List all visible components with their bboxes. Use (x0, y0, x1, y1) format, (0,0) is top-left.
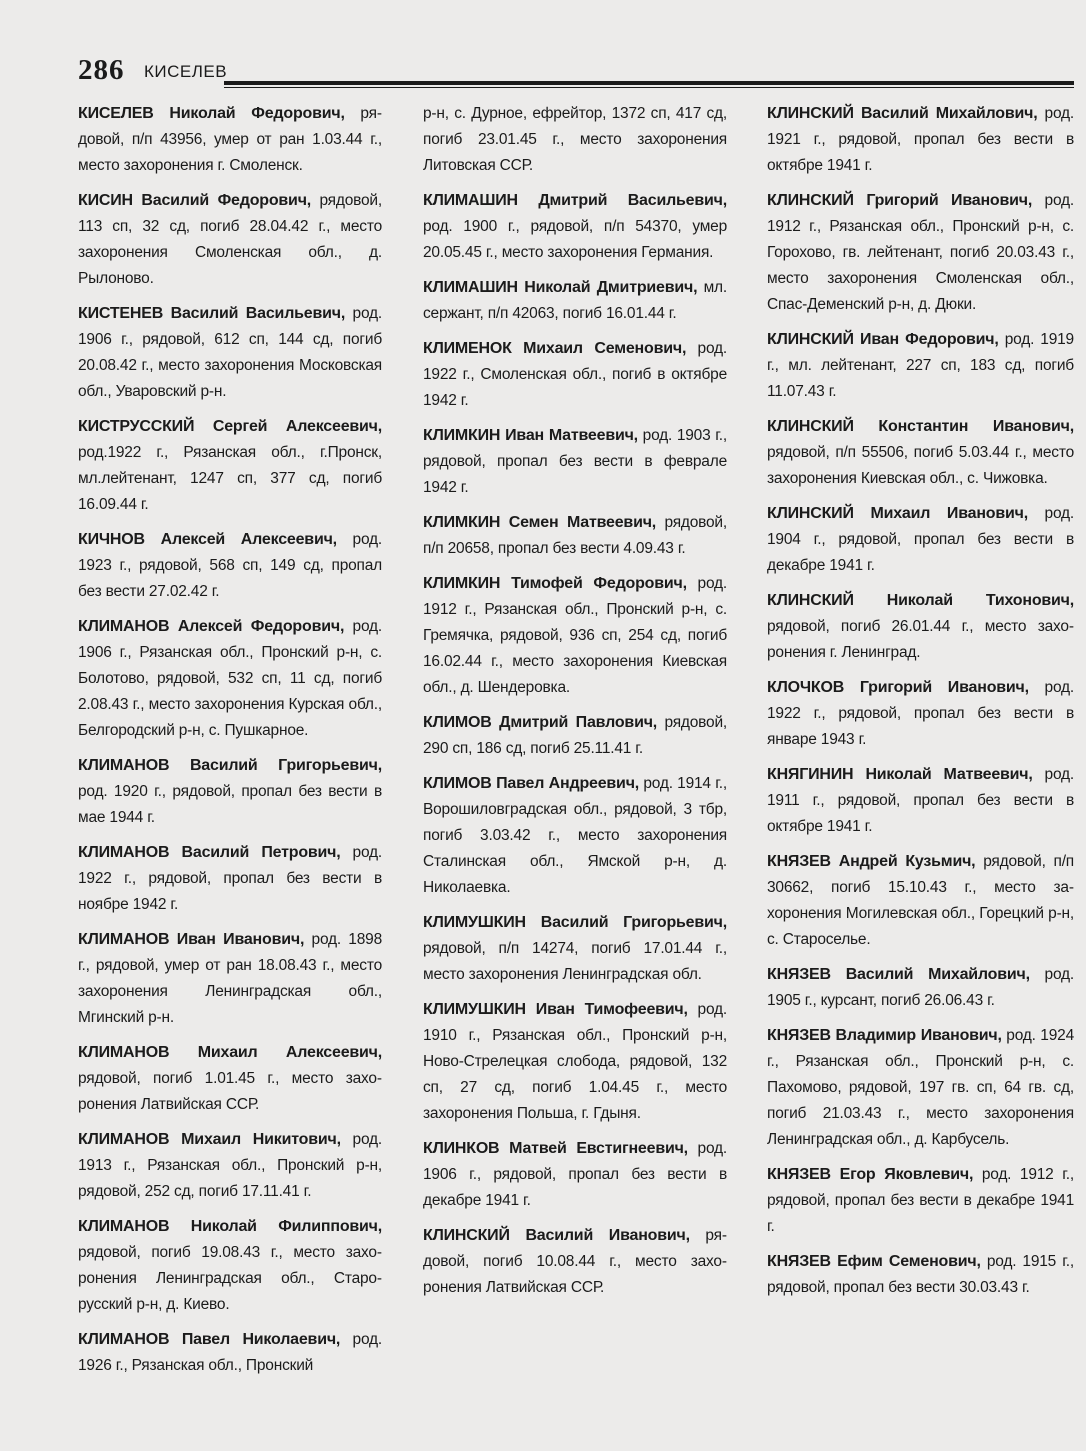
biography-entry (78, 839, 382, 917)
entry-text: род. 1906 г., рядовой, 612 сп, 144 сд, погиб 20.08.42 г., место захоронения Московская обл., Уваровский р-н. (78, 305, 382, 400)
entry-text: род. 1912 г., рядовой, пропал без вести в декабре 1941 г. (767, 1166, 1074, 1235)
entry-name: КИСТЕНЕВ Василий Васильевич, (78, 305, 346, 322)
entry-name: КНЯЗЕВ Егор Яковлевич, (767, 1166, 974, 1183)
biography-entry (423, 509, 727, 561)
biography-entry (767, 1161, 1074, 1239)
entry-name: КНЯЗЕВ Владимир Иванович, (767, 1027, 1002, 1044)
entry-name: КЛИМОВ Павел Андреевич, (423, 775, 640, 792)
biography-entry (423, 909, 727, 987)
entry-text: род. 1922 г., Смоленская обл., погиб в октябре 1942 г. (423, 340, 727, 409)
entry-text: род. 1920 г., рядовой, пропал без вести в мае 1944 г. (78, 783, 382, 826)
entry-name: КЛОЧКОВ Григорий Иванович, (767, 679, 1029, 696)
entry-name: КИСЕЛЕВ Николай Федорович, (78, 105, 345, 122)
biography-entry (423, 770, 727, 900)
entry-text: род. 1900 г., рядовой, п/п 54370, умер 20.05.45 г., место захоронения Германия. (423, 218, 727, 261)
entry-text: род. 1905 г., курсант, погиб 26.06.43 г. (767, 966, 1075, 1009)
entry-name: КЛИМУШКИН Иван Тимофеевич, (423, 1001, 688, 1018)
biography-entry (767, 187, 1074, 317)
biography-entry (423, 100, 727, 178)
entry-name: КЛИНКОВ Матвей Евстигнеевич, (423, 1140, 688, 1157)
entry-name: КЛИМАНОВ Павел Николаевич, (78, 1331, 341, 1348)
entry-text: род. 1904 г., рядовой, пропал без вести в декабре 1941 г. (767, 505, 1074, 574)
biography-entry (78, 1039, 382, 1117)
biography-entry (423, 570, 727, 700)
biography-entry (78, 613, 382, 743)
biography-entry (767, 848, 1074, 952)
entry-name: КЛИМАШИН Дмитрий Васильевич, (423, 192, 727, 209)
biography-entry (78, 300, 382, 404)
biography-entry (767, 500, 1074, 578)
page-header (78, 54, 1074, 90)
biography-entry (767, 674, 1074, 752)
entry-text: род.1922 г., Рязанская обл., г.Пронск, мл.лейтенант, 1247 сп, 377 сд, погиб 16.09.44 г. (78, 444, 382, 513)
entry-name: КНЯГИНИН Николай Матвеевич, (767, 766, 1033, 783)
entry-name: КЛИНСКИЙ Григорий Иванович, (767, 192, 1033, 209)
running-head: КИСЕЛЕВ (144, 62, 228, 81)
biography-entry (78, 926, 382, 1030)
entry-name: КЛИМКИН Тимофей Федорович, (423, 575, 687, 592)
biography-entry (767, 587, 1074, 665)
entry-name: КЛИМУШКИН Василий Григорьевич, (423, 914, 727, 931)
entry-text: род. 1924 г., Рязанская обл., Пронский р-н, с. Пахомово, рядовой, 197 гв. сп, 64 гв. сд, погиб 21.03.43 г., место захоронения Ленинградская обл., д. Карбусель. (767, 1027, 1074, 1148)
entry-text: род. 1922 г., рядовой, пропал без вести в ноябре 1942 г. (78, 844, 382, 913)
biography-entry (423, 422, 727, 500)
entry-name: КЛИНСКИЙ Константин Иванович, (767, 418, 1074, 435)
entry-name: КЛИМЕНОК Михаил Семенович, (423, 340, 687, 357)
entry-name: КЛИМАНОВ Михаил Алексеевич, (78, 1044, 382, 1061)
entry-text: род. 1923 г., рядовой, 568 сп, 149 сд, пропал без вести 27.02.42 г. (78, 531, 382, 600)
entry-text: род. 1906 г., Рязанская обл., Пронский р-н, с. Болотово, рядовой, 532 сп, 11 сд, погиб 2.08.43 г., место захоронения Курская обл., Белгородский р-н, с. Пушкарное. (78, 618, 382, 739)
entry-name: КЛИМАНОВ Михаил Никитович, (78, 1131, 341, 1148)
entry-name: КИСИН Василий Федорович, (78, 192, 312, 209)
biography-entry (78, 1326, 382, 1378)
entry-text: рядовой, п/п 30662, погиб 15.10.43 г., место захоронения Могилевская обл., Горецкий р-н, с. Староселье. (767, 853, 1074, 948)
page-number: 286 (78, 54, 125, 86)
entry-text: род. 1906 г., рядовой, пропал без вести в декабре 1941 г. (423, 1140, 727, 1209)
entry-text: р-н, с. Дурное, ефрейтор, 1372 сп, 417 сд, погиб 23.01.45 г., место захоронения Литовская ССР. (423, 105, 727, 174)
biography-entry (78, 526, 382, 604)
biography-entry (78, 1213, 382, 1317)
entry-text: род. 1915 г., рядовой, пропал без вести 30.03.43 г. (767, 1253, 1074, 1296)
entry-text: род. 1926 г., Рязанская обл., Пронский (78, 1331, 382, 1374)
header-rule-thick (224, 81, 1074, 85)
biography-entry (767, 1248, 1074, 1300)
entry-text: род. 1911 г., рядовой, пропал без вести в октябре 1941 г. (767, 766, 1074, 835)
entry-text: род. 1912 г., Рязанская обл., Пронский р-н, с. Горохово, гв. лейтенант, погиб 20.03.43 г., место захоронения Смоленская обл., Спас-Деменский р-н, д. Дюки. (767, 192, 1075, 313)
entry-text: мл. сержант, п/п 42063, погиб 16.01.44 г. (423, 279, 727, 322)
entry-name: КЛИНСКИЙ Михаил Иванович, (767, 505, 1028, 522)
entry-name: КЛИНСКИЙ Иван Федорович, (767, 331, 999, 348)
entry-text: рядовой, погиб 10.08.44 г., место захоронения Латвийская ССР. (423, 1227, 728, 1296)
entry-text: рядовой, п/п 43956, умер от ран 1.03.44 г., место захоронения г. Смоленск. (78, 105, 382, 174)
entry-text: род. 1912 г., Рязанская обл., Пронский р-н, с. Гремячка, рядовой, 936 сп, 254 сд, погиб 16.02.44 г., место захоронения Киевская обл., д. Шендеровка. (423, 575, 727, 696)
entry-text: род. 1898 г., рядовой, умер от ран 18.08.43 г., место захоронения Ленинградская обл., Мгинский р-н. (78, 931, 382, 1026)
entry-text: рядовой, 290 сп, 186 сд, погиб 25.11.41 г. (423, 714, 728, 757)
entry-name: КНЯЗЕВ Василий Михайлович, (767, 966, 1030, 983)
entry-name: КЛИНСКИЙ Василий Иванович, (423, 1227, 690, 1244)
entry-name: КЛИМАНОВ Николай Филиппович, (78, 1218, 382, 1235)
biography-entry (78, 752, 382, 830)
biography-entry (423, 1222, 727, 1300)
entry-name: КЛИМКИН Семен Матвеевич, (423, 514, 657, 531)
biography-entry (423, 187, 727, 265)
entry-name: КНЯЗЕВ Андрей Кузьмич, (767, 853, 976, 870)
entry-name: КЛИМАНОВ Василий Петрович, (78, 844, 341, 861)
biography-entry (423, 335, 727, 413)
entry-text: рядовой, погиб 19.08.43 г., место захоронения Ленинградская обл., Старорусский р-н, д. Киево. (78, 1244, 382, 1313)
entry-text: рядовой, погиб 1.01.45 г., место захоронения Латвийская ССР. (78, 1070, 382, 1113)
entry-name: КНЯЗЕВ Ефим Семенович, (767, 1253, 981, 1270)
entry-text: рядовой, п/п 20658, пропал без вести 4.09.43 г. (423, 514, 727, 557)
entry-name: КЛИМАНОВ Василий Григорьевич, (78, 757, 382, 774)
entry-name: КЛИМОВ Дмитрий Павлович, (423, 714, 658, 731)
entry-text: рядовой, погиб 26.01.44 г., место захоронения г. Ленинград. (767, 618, 1074, 661)
entry-text: род. 1910 г., Рязанская обл., Пронский р-н, Ново-Стрелецкая слобода, рядовой, 132 сп, 27 сд, погиб 1.04.45 г., место захоронения Польша, г. Гдыня. (423, 1001, 727, 1122)
biography-entry (767, 100, 1074, 178)
entry-text: род. 1913 г., Рязанская обл., Пронский р-н, рядовой, 252 сд, погиб 17.11.41 г. (78, 1131, 383, 1200)
biography-entry (423, 996, 727, 1126)
biography-entry (78, 187, 382, 291)
biography-entry (78, 100, 382, 178)
entry-text: род. 1914 г., Ворошиловградская обл., рядовой, 3 тбр, погиб 3.03.42 г., место захоронения Сталинская обл., Ямской р-н, д. Николаевка. (423, 775, 727, 896)
text-column-1 (78, 100, 382, 1387)
biography-entry (78, 1126, 382, 1204)
entry-text: род. 1922 г., рядовой, пропал без вести в январе 1943 г. (767, 679, 1074, 748)
entry-name: КЛИНСКИЙ Николай Тихонович, (767, 592, 1074, 609)
entry-name: КЛИНСКИЙ Василий Михайлович, (767, 105, 1038, 122)
biography-entry (767, 413, 1074, 491)
entry-name: КЛИМАНОВ Иван Иванович, (78, 931, 305, 948)
entry-text: рядовой, п/п 14274, погиб 17.01.44 г., место захоронения Ленинградская обл. (423, 940, 727, 983)
entry-text: рядовой, п/п 55506, погиб 5.03.44 г., место захоронения Киевская обл., с. Чижовка. (767, 444, 1074, 487)
biography-entry (423, 1135, 727, 1213)
biography-entry (767, 961, 1074, 1013)
entry-name: КЛИМАНОВ Алексей Федорович, (78, 618, 345, 635)
entry-name: КИСТРУССКИЙ Сергей Алексеевич, (78, 418, 382, 435)
header-rule-thin (224, 87, 1074, 88)
entry-name: КИЧНОВ Алексей Алексеевич, (78, 531, 337, 548)
biography-entry (767, 326, 1074, 404)
biography-entry (423, 709, 727, 761)
biography-entry (423, 274, 727, 326)
entry-text: род. 1919 г., мл. лейтенант, 227 сп, 183 сд, погиб 11.07.43 г. (767, 331, 1074, 400)
biography-entry (767, 761, 1074, 839)
text-column-2 (423, 100, 727, 1309)
entry-text: род. 1903 г., рядовой, пропал без вести в феврале 1942 г. (423, 427, 727, 496)
text-column-3 (767, 100, 1074, 1309)
entry-name: КЛИМКИН Иван Матвеевич, (423, 427, 638, 444)
biography-entry (78, 413, 382, 517)
biography-entry (767, 1022, 1074, 1152)
entry-text: род. 1921 г., рядовой, пропал без вести в октябре 1941 г. (767, 105, 1074, 174)
entry-name: КЛИМАШИН Николай Дмитриевич, (423, 279, 698, 296)
entry-text: рядовой, 113 сп, 32 сд, погиб 28.04.42 г., место захоронения Смоленская обл., д. Рылоново. (78, 192, 382, 287)
